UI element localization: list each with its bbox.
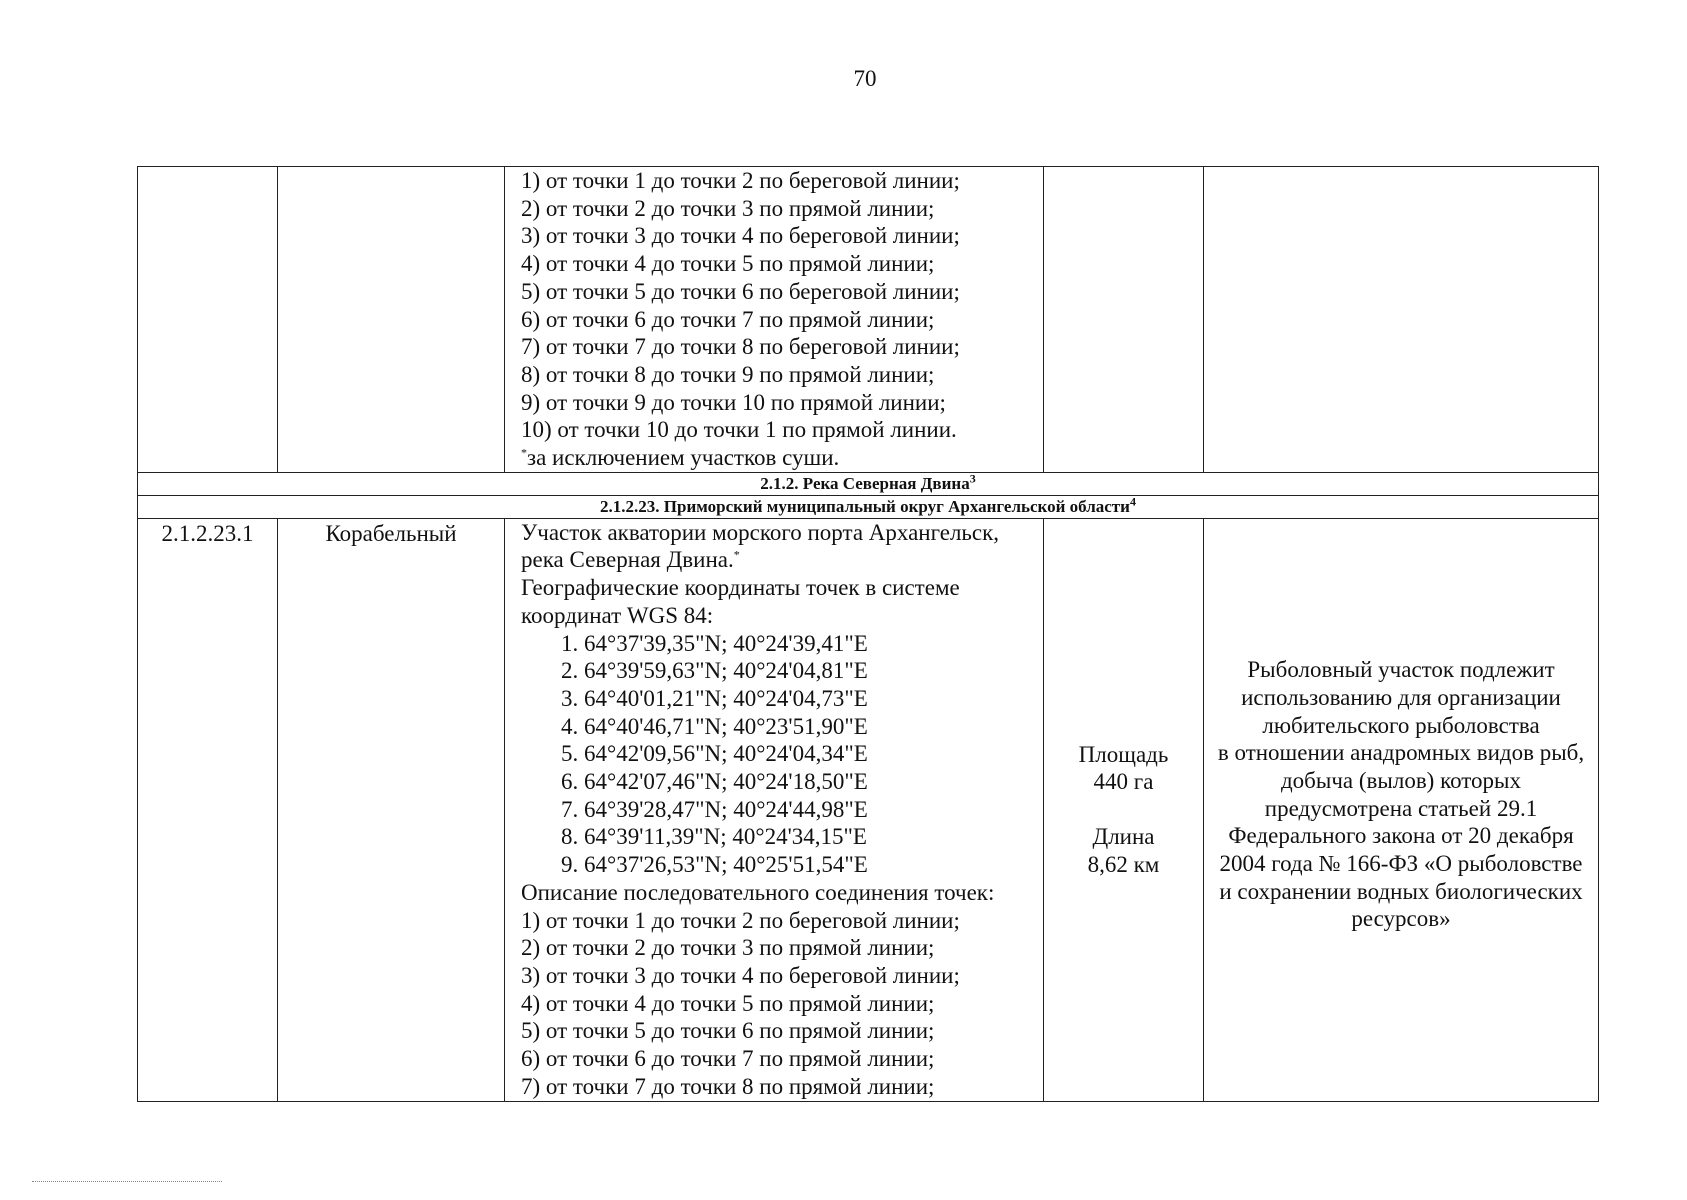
- footnote-ref: 4: [1129, 494, 1136, 509]
- connection-line: 9) от точки 9 до точки 10 по прямой линии;: [521, 389, 946, 415]
- footnote-text: за исключением участков суши.: [527, 445, 840, 471]
- connection-line: 3) от точки 3 до точки 4 по береговой линии;: [521, 223, 960, 249]
- coords-intro: Географические координаты точек в системе: [521, 575, 960, 601]
- coordinate-item: 4. 64°40'46,71"N; 40°23'51,90"E: [561, 713, 868, 739]
- note-line: в отношении анадромных видов рыб,: [1217, 740, 1585, 766]
- entry-name: Корабельный: [278, 518, 505, 1101]
- coordinate-item: 9. 64°37'26,53"N; 40°25'51,54"E: [561, 852, 868, 878]
- connection-line: 6) от точки 6 до точки 7 по прямой линии;: [521, 1046, 935, 1072]
- connection-line: 2) от точки 2 до точки 3 по прямой линии;: [521, 195, 935, 221]
- footnote-ref: 3: [969, 471, 976, 486]
- connection-line: 7) от точки 7 до точки 8 по береговой линии;: [521, 334, 960, 360]
- connection-line: 2) от точки 2 до точки 3 по прямой линии;: [521, 935, 935, 961]
- footnote-mark: *: [521, 445, 527, 460]
- connection-line: 1) от точки 1 до точки 2 по береговой линии;: [521, 168, 960, 193]
- section-row-district: [138, 495, 1599, 518]
- entry-size: [1044, 518, 1204, 1101]
- section-heading-district: [138, 495, 1599, 518]
- connection-line: 4) от точки 4 до точки 5 по прямой линии;: [521, 251, 935, 277]
- note-line: добыча (вылов) которых: [1280, 767, 1521, 793]
- length-value: 8,62 км: [1087, 851, 1160, 877]
- size-cell-empty: [1044, 167, 1204, 473]
- coordinates-list: [521, 630, 1043, 879]
- connection-line: 7) от точки 7 до точки 8 по прямой линии;: [521, 1073, 935, 1099]
- connection-line: 5) от точки 5 до точки 6 по береговой линии;: [521, 278, 960, 304]
- entry-description: [505, 518, 1044, 1101]
- desc-line: [521, 546, 1043, 574]
- connections-intro: Описание последовательного соединения точек:: [521, 879, 995, 905]
- page-number: 70: [853, 66, 877, 91]
- section-row-river: [138, 472, 1599, 495]
- name-cell-empty: [278, 167, 505, 473]
- continuation-description: [505, 167, 1044, 473]
- note-line: любительского рыболовства: [1262, 712, 1540, 738]
- note-line: предусмотрена статьей 29.1: [1264, 795, 1538, 821]
- connection-line: 8) от точки 8 до точки 9 по прямой линии;: [521, 361, 935, 387]
- fishing-areas-table: [137, 166, 1599, 1102]
- connection-line: 3) от точки 3 до точки 4 по береговой линии;: [521, 962, 960, 988]
- note-line: ресурсов»: [1351, 906, 1451, 932]
- entry-code: 2.1.2.23.1: [138, 518, 278, 1101]
- coordinate-item: 3. 64°40'01,21"N; 40°24'04,73"E: [561, 685, 868, 711]
- coordinate-item: 1. 64°37'39,35"N; 40°24'39,41"E: [561, 630, 868, 656]
- footnote-mark: *: [733, 547, 740, 562]
- connection-line: 1) от точки 1 до точки 2 по береговой линии;: [521, 907, 960, 933]
- desc-line: Участок акватории морского порта Архангельск,: [521, 519, 1000, 545]
- section-title: 2.1.2. Река Северная Двина: [760, 473, 970, 493]
- note-line: Рыболовный участок подлежит: [1247, 657, 1555, 683]
- note-line: Федерального закона от 20 декабря: [1228, 823, 1574, 849]
- coordinate-item: 7. 64°39'28,47"N; 40°24'44,98"E: [561, 796, 868, 822]
- note-line: 2004 года № 166-ФЗ «О рыболовстве: [1219, 851, 1583, 877]
- entry-note: [1204, 518, 1599, 1101]
- code-cell-empty: [138, 167, 278, 473]
- desc-text: река Северная Двина.: [521, 547, 734, 573]
- coordinate-item: 2. 64°39'59,63"N; 40°24'04,81"E: [561, 658, 868, 684]
- note-cell-empty: [1204, 167, 1599, 473]
- note-line: использованию для организации: [1241, 684, 1561, 710]
- area-value: 440 га: [1093, 769, 1154, 795]
- coords-intro: координат WGS 84:: [521, 602, 714, 628]
- section-heading-river: [138, 472, 1599, 495]
- entry-row: [138, 518, 1599, 1101]
- note-line: и сохранении водных биологических: [1219, 878, 1583, 904]
- footer-rule: [32, 1181, 222, 1182]
- connection-line: 5) от точки 5 до точки 6 по прямой линии;: [521, 1018, 935, 1044]
- coordinate-item: 8. 64°39'11,39"N; 40°24'34,15"E: [561, 824, 867, 850]
- coordinate-item: 6. 64°42'07,46"N; 40°24'18,50"E: [561, 769, 868, 795]
- continuation-row: [138, 167, 1599, 473]
- length-label: Длина: [1092, 824, 1155, 850]
- connection-line: 6) от точки 6 до точки 7 по прямой линии;: [521, 306, 935, 332]
- coordinate-item: 5. 64°42'09,56"N; 40°24'04,34"E: [561, 741, 868, 767]
- connection-line: 4) от точки 4 до точки 5 по прямой линии;: [521, 990, 935, 1016]
- footnote-line: [521, 444, 1043, 472]
- section-title: 2.1.2.23. Приморский муниципальный округ Архангельской области: [600, 496, 1130, 516]
- area-label: Площадь: [1078, 741, 1169, 767]
- connection-line: 10) от точки 10 до точки 1 по прямой линии.: [521, 417, 957, 443]
